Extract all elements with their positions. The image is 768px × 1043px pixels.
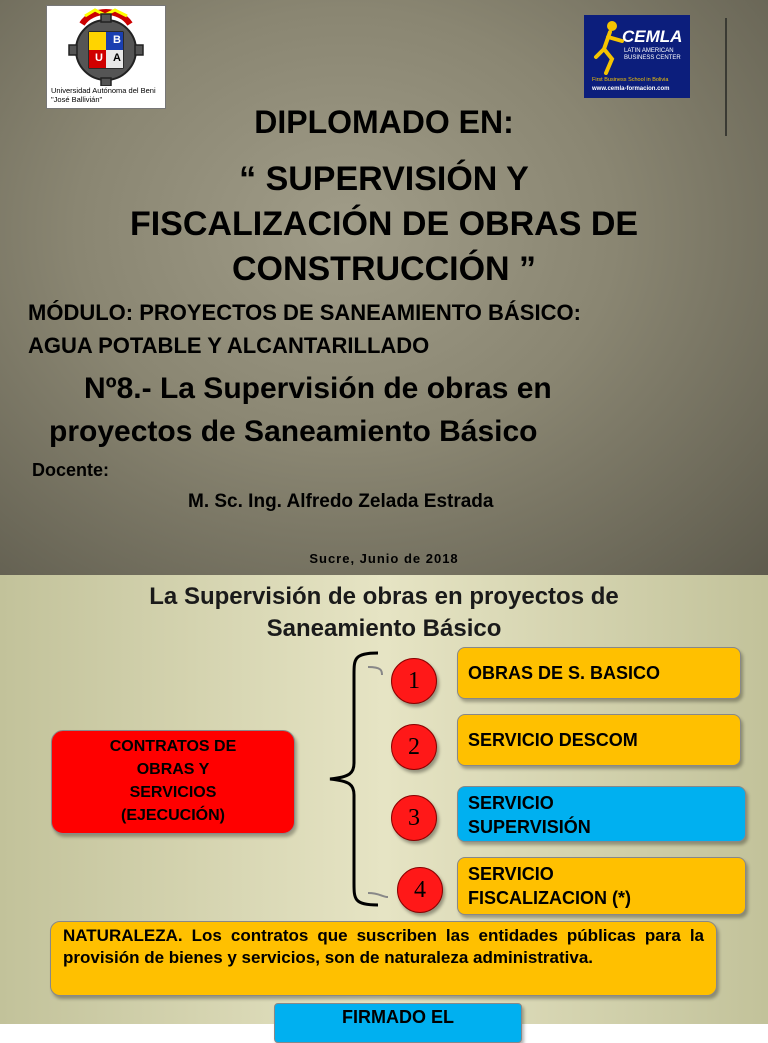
contracts-box xyxy=(51,730,295,834)
curly-brace-icon xyxy=(320,645,400,925)
title-line-1: “ SUPERVISIÓN Y xyxy=(239,160,529,198)
cemla-sub1: LATIN AMERICAN xyxy=(624,48,674,54)
logo-letter-u: U xyxy=(95,52,103,64)
cemla-url: www.cemla-formacion.com xyxy=(592,86,670,92)
item-2-label: SERVICIO DESCOM xyxy=(468,730,638,750)
title-line-3: CONSTRUCCIÓN ” xyxy=(231,250,537,288)
item-1-number: 1 xyxy=(391,658,437,704)
diploma-heading: DIPLOMADO EN: xyxy=(254,104,514,140)
item-2-number: 2 xyxy=(391,724,437,770)
topic-line-1: Nº8.- La Supervisión de obras en xyxy=(84,372,552,405)
naturaleza-box xyxy=(50,921,717,996)
item-4-box xyxy=(457,857,746,915)
gear-crest-icon xyxy=(47,6,165,86)
item-3-number: 3 xyxy=(391,795,437,841)
item-3-box xyxy=(457,786,746,842)
firmado-text: FIRMADO EL xyxy=(342,1007,454,1027)
cemla-sub2: BUSINESS CENTER xyxy=(624,55,681,61)
contracts-line-3: SERVICIOS xyxy=(129,784,217,801)
cemla-brand: CEMLA xyxy=(622,27,683,46)
item-1-box xyxy=(457,647,741,699)
item-2-box xyxy=(457,714,741,766)
slide2-title-line-1: La Supervisión de obras en proyectos de xyxy=(149,583,619,610)
item-4-label-line-1: SERVICIO xyxy=(468,864,554,884)
item-4-label-line-2: FISCALIZACION (*) xyxy=(468,888,631,908)
contracts-line-4: (EJECUCIÓN) xyxy=(120,807,225,824)
naturaleza-text: NATURALEZA. Los contratos que suscriben las entidades públicas para la provisión de bienes y servicios, son de naturaleza administrativa. xyxy=(63,926,704,967)
logo-letter-a: A xyxy=(113,52,121,64)
item-3-label-line-2: SUPERVISIÓN xyxy=(468,817,591,837)
university-caption: Universidad Autónoma del Beni "José Ballivián" xyxy=(51,86,156,104)
slide2-title-line-2: Saneamiento Básico xyxy=(266,615,502,642)
module-line-1: MÓDULO: PROYECTOS DE SANEAMIENTO BÁSICO: xyxy=(28,300,581,325)
contracts-line-2: OBRAS Y xyxy=(136,761,210,778)
item-1-label: OBRAS DE S. BASICO xyxy=(468,663,661,683)
item-3-label-line-1: SERVICIO xyxy=(468,793,554,813)
date-line: Sucre, Junio de 2018 xyxy=(309,551,459,566)
logo-letter-b: B xyxy=(113,34,121,46)
docente-label: Docente: xyxy=(32,460,110,480)
module-line-2: AGUA POTABLE Y ALCANTARILLADO xyxy=(28,333,430,358)
firmado-box xyxy=(274,1003,522,1043)
docente-name: M. Sc. Ing. Alfredo Zelada Estrada xyxy=(188,491,494,512)
item-4-number: 4 xyxy=(397,867,443,913)
university-logo xyxy=(46,5,166,109)
content-slide xyxy=(0,575,768,1027)
contracts-line-1: CONTRATOS DE xyxy=(109,738,237,755)
cemla-tag: First Business School in Bolivia xyxy=(592,77,669,83)
title-line-2: FISCALIZACIÓN DE OBRAS DE xyxy=(129,205,639,243)
cemla-logo xyxy=(584,15,690,98)
topic-line-2: proyectos de Saneamiento Básico xyxy=(49,415,538,448)
